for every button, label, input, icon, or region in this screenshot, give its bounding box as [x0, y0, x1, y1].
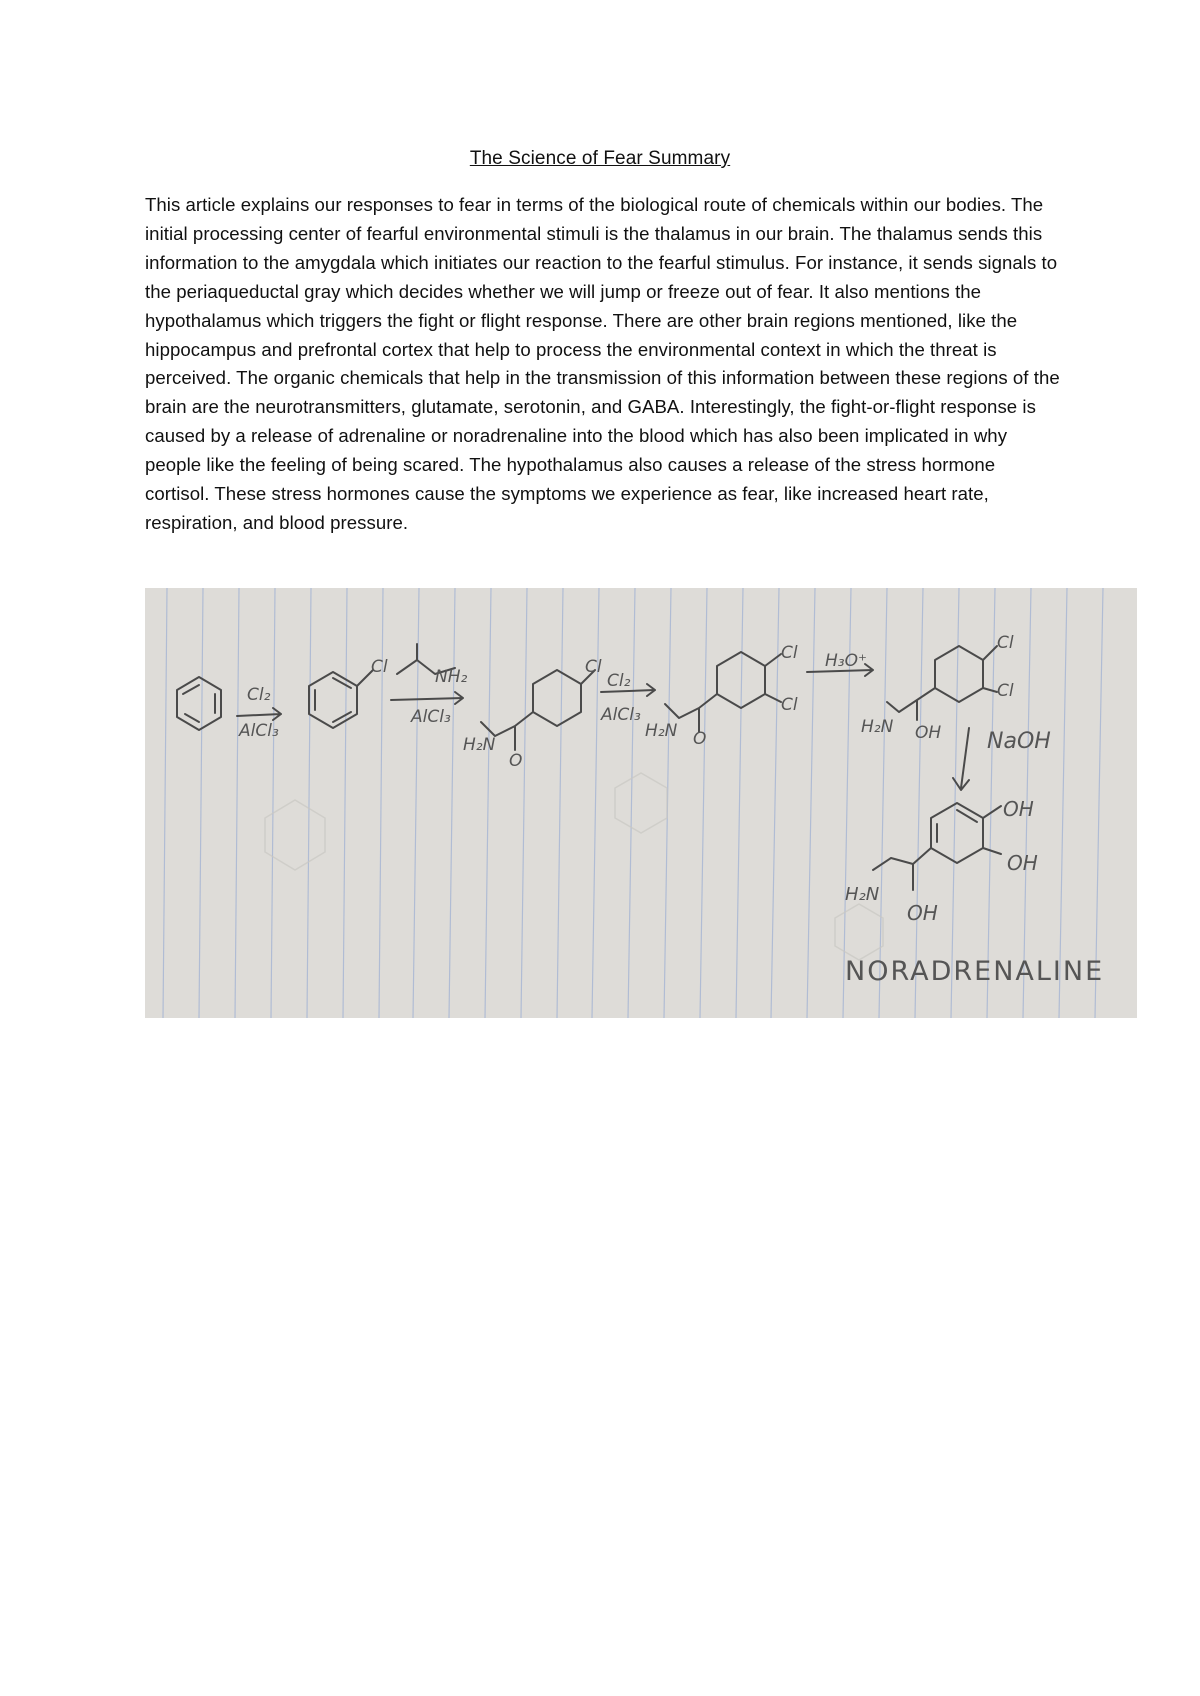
label-h2n-4: H₂N — [845, 884, 880, 905]
label-cl-4: Cl — [781, 695, 798, 715]
label-h2n-1: H₂N — [463, 735, 496, 755]
reagent-h3o: H₃O⁺ — [825, 651, 867, 671]
label-cl-5: Cl — [997, 633, 1014, 653]
reagent-nh2: NH₂ — [435, 667, 468, 687]
label-cl-6: Cl — [997, 681, 1014, 701]
reagent-cl2-1: Cl₂ — [247, 685, 271, 705]
label-o-1: O — [509, 751, 523, 771]
reagent-naoh: NaOH — [987, 729, 1051, 754]
label-h2n-3: H₂N — [861, 717, 894, 737]
reagent-alcl3-1: AlCl₃ — [239, 721, 279, 741]
document-title: The Science of Fear Summary — [469, 148, 731, 169]
reagent-alcl3-2: AlCl₃ — [411, 707, 451, 727]
label-oh-3: OH — [1007, 851, 1038, 875]
label-cl-1: Cl — [371, 657, 388, 677]
handwritten-synthesis-photo — [145, 588, 1137, 1018]
reagent-cl2-2: Cl₂ — [607, 671, 631, 691]
label-cl-3: Cl — [781, 643, 798, 663]
label-oh-2: OH — [1003, 797, 1034, 821]
label-cl-2: Cl — [585, 657, 602, 677]
summary-paragraph: This article explains our responses to fear in terms of the biological route of chemicals within our bodies. The initial processing center of fearful environmental stimuli is the thalamus in our brain. The thalamus sends this information to the amygdala which initiates our reaction to the fearful stimulus. For instance, it sends signals to the periaqueductal gray which decides whether we will jump or freeze out of fear. It also mentions the hypothalamus which triggers the fight or flight response. There are other brain regions mentioned, like the hippocampus and prefrontal cortex that help to process the environmental context in which the threat is perceived. The organic chemicals that help in the transmission of this information between these regions of the brain are the neurotransmitters, glutamate, serotonin, and GABA. Interestingly, the fight-or-flight response is caused by a release of adrenaline or noradrenaline into the blood which has also been implicated in why people like the feeling of being scared. The hypothalamus also causes a release of the stress hormone cortisol. These stress hormones cause the symptoms we experience as fear, like increased heart rate, respiration, and blood pressure. — [145, 194, 1060, 533]
label-oh-1: OH — [915, 723, 942, 743]
label-o-2: O — [693, 729, 707, 749]
label-oh-4: OH — [907, 901, 938, 925]
label-h2n-2: H₂N — [645, 721, 678, 741]
label-noradrenaline: NORADRENALINE — [845, 956, 1105, 987]
reagent-alcl3-3: AlCl₃ — [601, 705, 641, 725]
